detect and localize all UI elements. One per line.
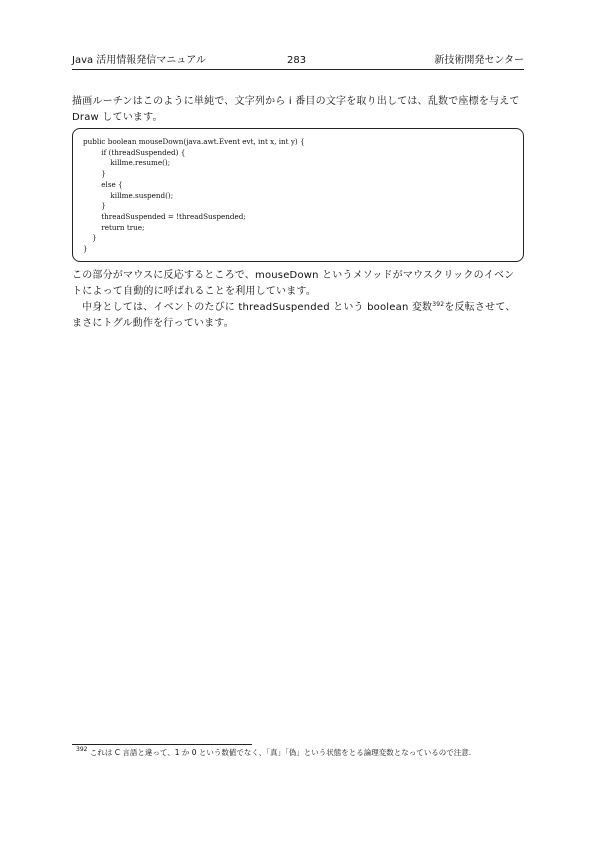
footnote-text: これは C 言語と違って、1 か 0 という数値でなく、「真」「偽」という状態をとる論理変数となっているので注意. bbox=[89, 748, 472, 757]
page-number: 283 bbox=[287, 55, 307, 66]
header-title: Java 活用情報発信マニュアル bbox=[72, 55, 206, 66]
code-block bbox=[72, 128, 524, 262]
paragraph-toggle-text-2: を反転させて、まさにトグル動作を行っています。 bbox=[72, 302, 516, 329]
paragraph-toggle bbox=[72, 300, 524, 332]
header-organization: 新技術開発センター bbox=[434, 55, 524, 66]
footnote-reference: 392 bbox=[432, 301, 445, 308]
code-listing: public boolean mouseDown(java.awt.Event evt, int x, int y) { if (threadSuspended) { killme.resume(); } else { killme.suspend(); } threadSuspended = !threadSuspended; return true; } } bbox=[83, 137, 305, 254]
paragraph-mousedown: この部分がマウスに反応するところで、mouseDown というメソッドがマウスクリックのイベントによって自動的に呼ばれることを利用しています。 bbox=[72, 270, 515, 297]
footnote bbox=[76, 747, 526, 759]
paragraph-draw-routine: 描画ルーチンはこのように単純で、文字列から i 番目の文字を取り出しては、乱数で座標を与えて Draw しています。 bbox=[72, 96, 520, 123]
paragraph-toggle-text-1: 中身としては、イベントのたびに threadSuspended という boolean 変数 bbox=[82, 302, 433, 313]
footnote-divider bbox=[72, 744, 252, 745]
footnote-number: 392 bbox=[76, 746, 88, 753]
page-header bbox=[72, 53, 524, 70]
